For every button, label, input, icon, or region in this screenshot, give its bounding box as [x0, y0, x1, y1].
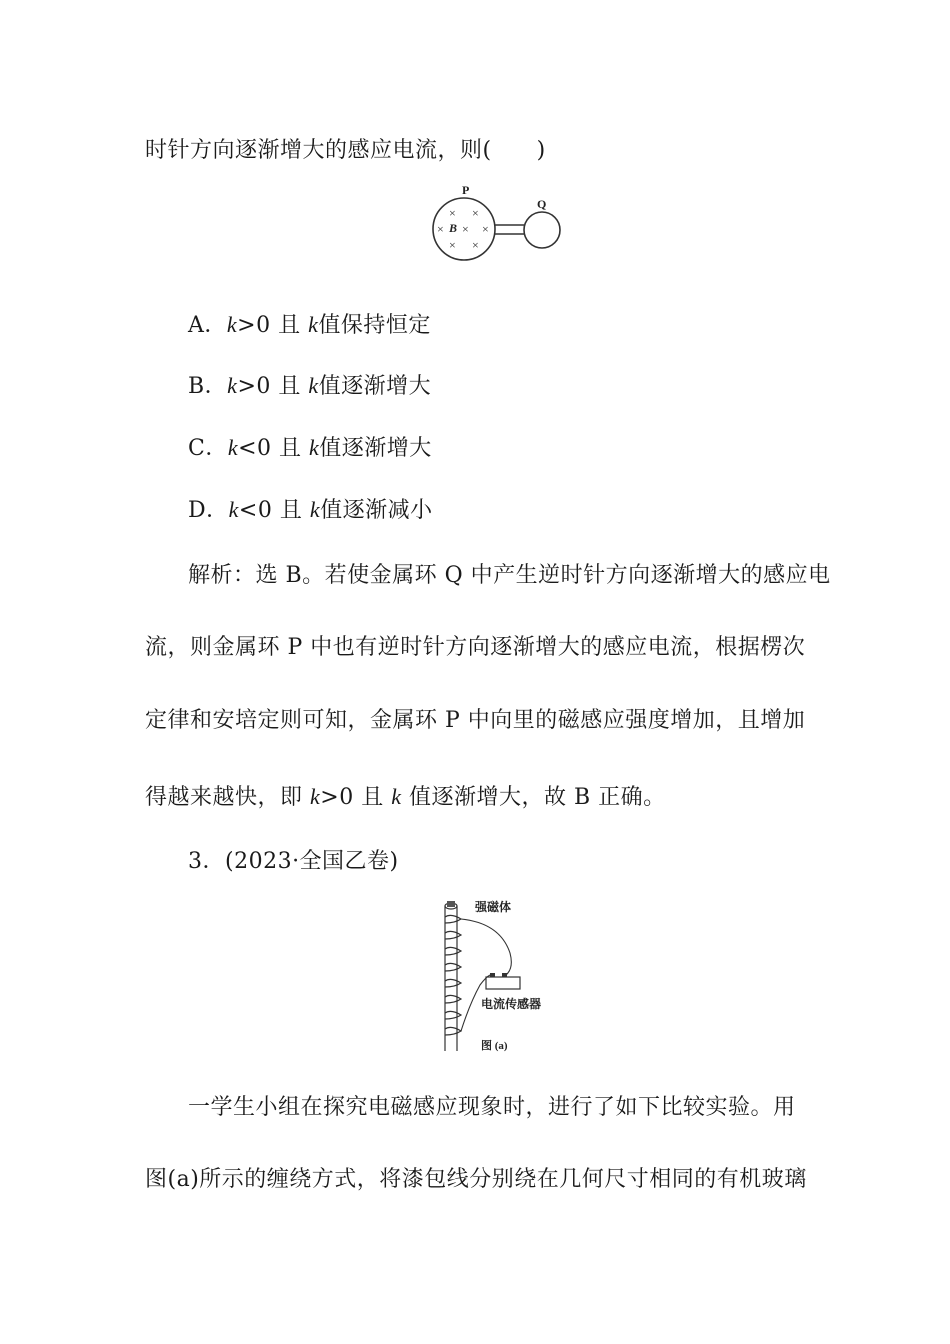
magnet-label: 强磁体: [475, 900, 512, 914]
ring-q: [524, 212, 560, 248]
ring-figure: [420, 180, 580, 270]
label-p: P: [462, 183, 470, 197]
coil-figure: [430, 893, 570, 1063]
svg-text:×: ×: [437, 222, 444, 236]
analysis-line-4: 得越来越快，即 k>0 且 k 值逐渐增大，故 B 正确。: [145, 784, 666, 810]
analysis-line-1: 解析：选 B。若使金属环 Q 中产生逆时针方向逐渐增大的感应电: [188, 563, 831, 588]
label-b: B: [449, 221, 458, 235]
option-c: C．k<0 且 k值逐渐增大: [188, 435, 432, 461]
analysis-line-3: 定律和安培定则可知，金属环 P 中向里的磁感应强度增加，且增加: [145, 708, 806, 733]
option-a: A．k>0 且 k值保持恒定: [188, 312, 431, 338]
option-d: D．k<0 且 k值逐渐减小: [188, 497, 433, 523]
label-q: Q: [537, 197, 547, 211]
svg-text:×: ×: [449, 238, 456, 252]
option-b: B．k>0 且 k值逐渐增大: [188, 373, 432, 399]
sensor-label: 电流传感器: [481, 997, 542, 1011]
svg-text:×: ×: [462, 222, 469, 236]
svg-text:×: ×: [449, 206, 456, 220]
question3-line-1: 一学生小组在探究电磁感应现象时，进行了如下比较实验。用: [188, 1095, 796, 1120]
coil-windings: [445, 915, 461, 1035]
analysis-line-2: 流，则金属环 P 中也有逆时针方向逐渐增大的感应电流，根据楞次: [145, 635, 806, 660]
question3-line-2: 图(a)所示的缠绕方式，将漆包线分别绕在几何尺寸相同的有机玻璃: [145, 1167, 807, 1192]
current-sensor: [486, 977, 520, 989]
svg-text:×: ×: [472, 238, 479, 252]
question-stem-tail: 时针方向逐渐增大的感应电流，则( ): [145, 138, 546, 163]
figure-caption: 图 (a): [481, 1040, 508, 1052]
question3-header: 3．(2023·全国乙卷): [188, 849, 399, 874]
field-crosses: [437, 206, 489, 252]
svg-text:×: ×: [482, 222, 489, 236]
svg-text:×: ×: [472, 206, 479, 220]
